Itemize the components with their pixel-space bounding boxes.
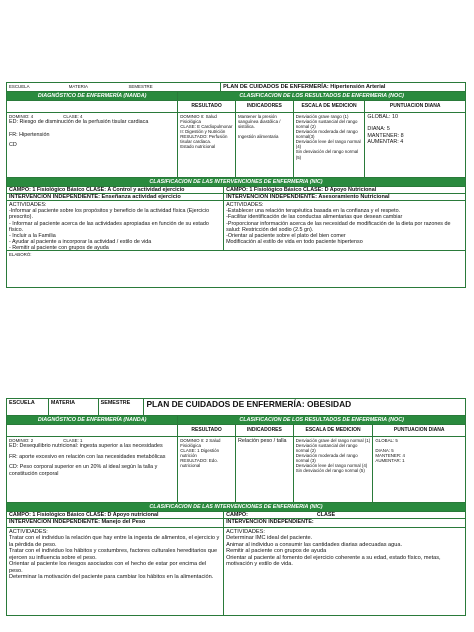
domain-label: DOMINIO: 2 bbox=[9, 438, 34, 443]
nic-band: CLASIFICACION DE LAS INTERVENCIONES DE ENFERMERIA (NIC) bbox=[7, 178, 465, 187]
subject-label: MATERIA bbox=[49, 399, 99, 416]
intervention-right: INTERVENCION INDEPENDIENTE: Asesoramiento Nutricional bbox=[224, 194, 465, 201]
diagnosis-header-spacer bbox=[7, 101, 178, 113]
noc-band: CLASIFICACION DE LOS RESULTADOS DE ENFERMERIA (NOC) bbox=[178, 416, 465, 425]
activities-left: ACTIVIDADES: Tratar con el individuo la relación que hay entre la ingesta de alimentos, el ejercicio y la pérdida de peso. Tratar con el individuo los hábitos y costumbres, factores culturales hereditarios que ejercen su influencia sobre el peso. Orientar al paciente los riesgos asociados con el hecho de estar por encima del peso. Determinar la motivación del paciente para cambiar los hábitos en la alimentación. bbox=[7, 528, 224, 615]
diagnosis-block bbox=[7, 113, 178, 178]
col-escala: ESCALA DE MEDICION bbox=[294, 425, 374, 437]
page-title: PLAN DE CUIDADOS DE ENFERMERÍA: OBESIDAD bbox=[144, 399, 465, 416]
campo-right: CAMPO: 1 Fisiológico Básico CLASE: D Apoyo Nutricional bbox=[224, 187, 465, 194]
school-label: ESCUELA bbox=[7, 83, 67, 92]
col-indicadores: INDICADORES bbox=[236, 101, 294, 113]
diagnosis-ed: ED: Desequilibrio nutricional: ingesta superior a las necesidades bbox=[9, 443, 163, 450]
diagnosis-block bbox=[7, 437, 178, 503]
semester-label: SEMESTRE bbox=[99, 399, 145, 416]
nanda-band: DIAGNÓSTICO DE ENFERMERÍA (NANDA) bbox=[7, 416, 178, 425]
indicadores-cell: Mantener la presión sanguínea diastólica / sistólica. Ingestión alimentaria bbox=[236, 113, 294, 178]
semester-label: SEMESTRE bbox=[127, 83, 222, 92]
campo-right: CAMPO: CLASE bbox=[224, 512, 465, 519]
activities-right: ACTIVIDADES: -Establecer una relación terapéutica basada en la confianza y el respeto. -Facilitar identificación de las conductas alimentarias que desean cambiar -Proporcionar información acerca de las necesidad de modificación de la dieta por razones de salud: Restricción del sodio (2.5 gn). -Orientar al paciente sobre el plato del bien comer Modificación al estilo de vida en todo paciente hipertenso bbox=[224, 201, 465, 251]
diagnosis-fr: FR: Hipertensión bbox=[9, 132, 50, 139]
diagnosis-header-spacer bbox=[7, 425, 178, 437]
activities-right: ACTIVIDADES: Determinar IMC ideal del paciente. Animar al individuo a consumir las cantidades diarias adecuadas agua. Remitir al paciente con grupos de ayuda Orientar al paciente al fomento del ejercicio coherente a su edad, estado físico, metas, motivación y estilo de vida. bbox=[226, 529, 441, 568]
col-puntuacion: PUNTUACION DIANA bbox=[365, 101, 465, 113]
domain-label: DOMINIO: 4 bbox=[9, 114, 34, 119]
diagnosis-ed: ED: Riesgo de disminución de la perfusión tisular cardiaca bbox=[9, 119, 149, 126]
puntuacion-cell: GLOBAL: 10 DIANA: 5 MANTENER: 8 AUMENTAR: 4 bbox=[365, 113, 465, 178]
nanda-band: DIAGNÓSTICO DE ENFERMERÍA (NANDA) bbox=[7, 92, 178, 101]
page-title: PLAN DE CUIDADOS DE ENFERMERÍA: Hipertensión Arterial bbox=[221, 83, 465, 92]
col-indicadores: INDICADORES bbox=[236, 425, 294, 437]
school-label: ESCUELA bbox=[7, 399, 49, 416]
care-plan-hypertension bbox=[6, 82, 466, 288]
escala-cell: Desviación grave del rango normal (1) Desviación sustancial del rango normal (2) Desviación moderada del rango normal (3) Desviación leve del rango normal (4) Sin desviación del rango normal (5) bbox=[294, 437, 374, 503]
activities-left: ACTIVIDADES: -Informar al paciente sobre los propósitos y beneficio de la actividad física (Ejercicio prescrito). - Informar al paciente acerca de las actividades apropiadas en función de su estado físico. - Incluir a la Familia - Ayudar al paciente a incorporar la actividad / estilo de vida - Remitir al paciente con grupos de ayuda bbox=[7, 201, 224, 251]
puntuacion-cell: GLOBAL: 5 DIANA: 5 MANTENER: 4 AUMENTAR: 1 bbox=[373, 437, 465, 503]
indicadores-cell: Relación peso / talla bbox=[236, 437, 294, 503]
diagnosis-cd: CD: Peso corporal superior en un 20% al ideal según la talla y constitución corporal bbox=[9, 464, 158, 477]
col-puntuacion: PUNTUACION DIANA bbox=[373, 425, 465, 437]
care-plan-obesity bbox=[6, 398, 466, 616]
resultado-cell: DOMINIO II: 2 Salud Fisiológica CLASE: 1 Digestión nutrición RESULTADO: Edo. nutricional bbox=[178, 437, 236, 503]
escala-cell: Desviación grave rango (1) Desviación sustancial del rango normal (2) Desviación moderada del rango normal(3) Desviación leve del rango normal (4) Sin desviación del rango normal (5) bbox=[294, 113, 366, 178]
intervention-right: INTERVENCION INDEPENDIENTE: bbox=[224, 519, 465, 528]
col-escala: ESCALA DE MEDICION bbox=[294, 101, 366, 113]
class-label: CLASE: 4 bbox=[63, 114, 83, 119]
diagnosis-fr: FR: aporte excesivo en relación con las necesidades metabólicas bbox=[9, 454, 166, 461]
campo-left: CAMPO: 1 Fisiológico Básico CLASE: D Apoyo nutricional bbox=[7, 512, 224, 519]
elaboro-field: ELABORÓ: bbox=[9, 252, 32, 257]
col-resultado: RESULTADO bbox=[178, 425, 236, 437]
intervention-left: INTERVENCION INDEPENDIENTE: Enseñanza actividad ejercicio bbox=[7, 194, 224, 201]
campo-left: CAMPO: 1 Fisiológico Básico CLASE: A Control y actividad ejercicio bbox=[7, 187, 224, 194]
intervention-left: INTERVENCION INDEPENDIENTE: Manejo del Peso bbox=[7, 519, 224, 528]
class-label: CLASE: 1 bbox=[63, 438, 83, 443]
subject-label: MATERIA bbox=[67, 83, 127, 92]
noc-band: CLASIFICACION DE LOS RESULTADOS DE ENFERMERIA (NOC) bbox=[178, 92, 465, 101]
nic-band: CLASIFICACION DE LAS INTERVENCIONES DE ENFERMERIA (NIC) bbox=[7, 503, 465, 512]
col-resultado: RESULTADO bbox=[178, 101, 236, 113]
diagnosis-cd: CD bbox=[9, 142, 17, 149]
resultado-cell: DOMINIO II: Salud Fisiológica CLASE: E Cardiopulmonar II: Digestión y Nutrición RESULTADO: Perfusión tisular cardiaca. Estado nutricional bbox=[178, 113, 236, 178]
